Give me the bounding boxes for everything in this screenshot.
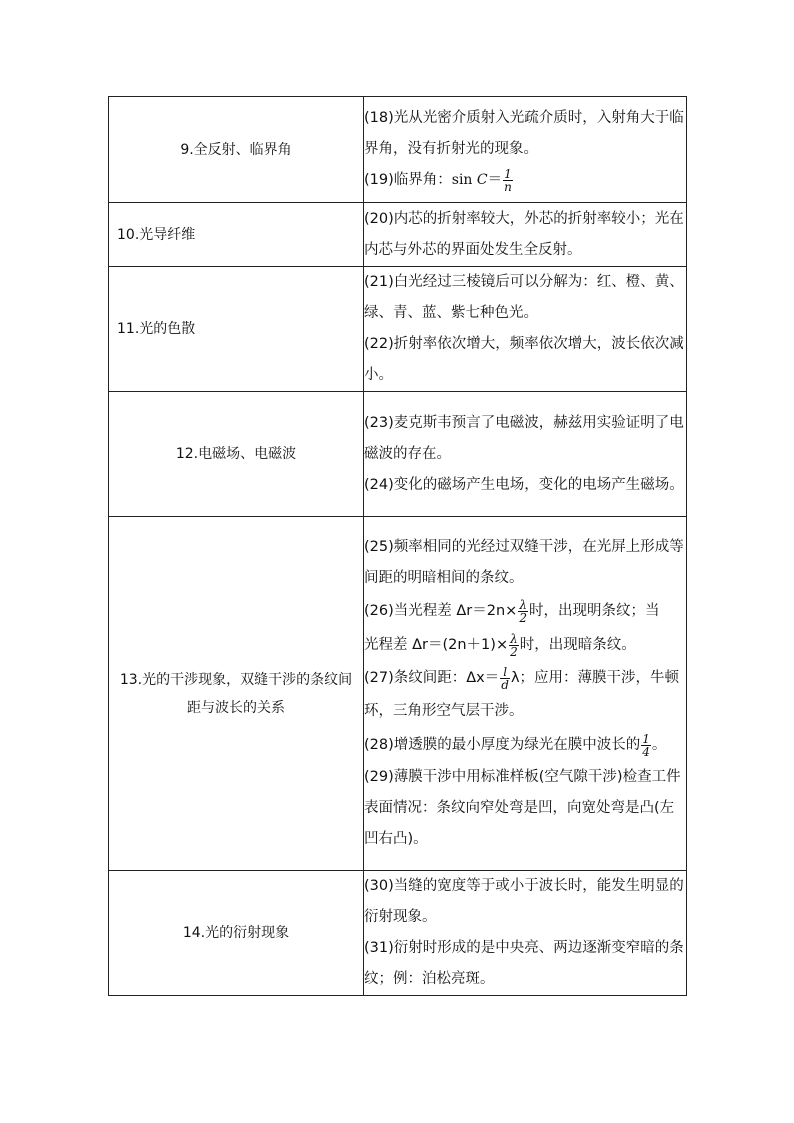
fraction bbox=[518, 599, 528, 624]
topic-cell: 11.光的色散 bbox=[109, 267, 364, 392]
fraction-numerator: 1 bbox=[642, 731, 650, 746]
fraction-denominator: 2 bbox=[510, 644, 518, 659]
detail-item bbox=[364, 165, 686, 196]
fraction-numerator: λ bbox=[510, 631, 518, 646]
detail-item: (23)麦克斯韦预言了电磁波，赫兹用实验证明了电磁波的存在。 bbox=[364, 414, 684, 462]
detail-text: (27)条纹间距：Δx＝ bbox=[364, 670, 500, 686]
detail-text: λ；应用：薄膜干涉，牛顿环，三角形空气层干涉。 bbox=[364, 670, 680, 719]
table-row bbox=[109, 203, 687, 267]
detail-item: (30)当缝的宽度等于或小于波长时，能发生明显的衍射现象。 bbox=[364, 878, 684, 925]
fraction-numerator: 1 bbox=[504, 166, 512, 181]
detail-text: (28)增透膜的最小厚度为绿光在膜中波长的 bbox=[364, 737, 641, 753]
table-row bbox=[109, 517, 687, 871]
fraction bbox=[500, 666, 510, 691]
detail-item bbox=[364, 728, 686, 762]
detail-cell bbox=[364, 203, 687, 267]
detail-text: 时，出现明条纹；当 bbox=[528, 603, 660, 619]
fraction bbox=[503, 168, 513, 193]
detail-item: (20)内芯的折射率较大，外芯的折射率较小；光在内芯与外芯的界面处发生全反射。 bbox=[364, 210, 684, 258]
table-row bbox=[109, 267, 687, 392]
fraction bbox=[509, 633, 519, 658]
formula-prefix: sin bbox=[451, 172, 477, 188]
formula-eq: ＝ bbox=[487, 172, 503, 188]
detail-item: (31)衍射时形成的是中央亮、两边逐渐变窄暗的条纹；例：泊松亮斑。 bbox=[364, 940, 684, 987]
fraction-denominator: 2 bbox=[519, 610, 527, 625]
fraction-numerator: l bbox=[500, 666, 510, 679]
detail-cell bbox=[364, 267, 687, 392]
formula-var: C bbox=[476, 172, 488, 188]
topic-cell: 14.光的衍射现象 bbox=[109, 871, 364, 996]
detail-item bbox=[364, 662, 686, 728]
detail-item: (29)薄膜干涉中用标准样板(空气隙干涉)检查工件表面情况：条纹向窄处弯是凹，向宽处弯是凸(左凹右凸)。 bbox=[364, 769, 681, 847]
detail-text: 时，出现暗条纹。 bbox=[519, 637, 636, 653]
detail-cell bbox=[364, 392, 687, 517]
detail-text: 光程差 Δr＝(2n＋1)× bbox=[364, 637, 509, 653]
detail-cell bbox=[364, 871, 687, 996]
topic-cell: 12.电磁场、电磁波 bbox=[109, 392, 364, 517]
detail-text: (19)临界角： bbox=[364, 172, 452, 188]
detail-text: 。 bbox=[651, 737, 667, 753]
detail-item: (22)折射率依次增大，频率依次增大，波长依次减小。 bbox=[364, 336, 684, 383]
topic-cell: 10.光导纤维 bbox=[109, 203, 364, 267]
knowledge-table bbox=[108, 96, 687, 996]
fraction-denominator: n bbox=[504, 179, 512, 194]
detail-text: (26)当光程差 Δr＝2n× bbox=[364, 603, 518, 619]
fraction bbox=[641, 733, 651, 758]
detail-cell bbox=[364, 517, 687, 871]
table-row bbox=[109, 871, 687, 996]
fraction-numerator: λ bbox=[519, 597, 527, 612]
topic-cell: 9.全反射、临界角 bbox=[109, 97, 364, 203]
detail-item: (21)白光经过三棱镜后可以分解为：红、橙、黄、绿、青、蓝、紫七种色光。 bbox=[364, 274, 684, 321]
table-row bbox=[109, 97, 687, 203]
detail-item: (18)光从光密介质射入光疏介质时，入射角大于临界角，没有折射光的现象。 bbox=[364, 110, 684, 157]
table-row bbox=[109, 392, 687, 517]
topic-cell: 13.光的干涉现象，双缝干涉的条纹间距与波长的关系 bbox=[109, 517, 364, 871]
detail-item: (24)变化的磁场产生电场，变化的电场产生磁场。 bbox=[364, 476, 684, 493]
fraction-denominator: d bbox=[501, 677, 509, 692]
fraction-denominator: 4 bbox=[642, 744, 650, 759]
detail-item bbox=[364, 594, 686, 662]
detail-item: (25)频率相同的光经过双缝干涉，在光屏上形成等间距的明暗相间的条纹。 bbox=[364, 539, 684, 586]
detail-cell bbox=[364, 97, 687, 203]
